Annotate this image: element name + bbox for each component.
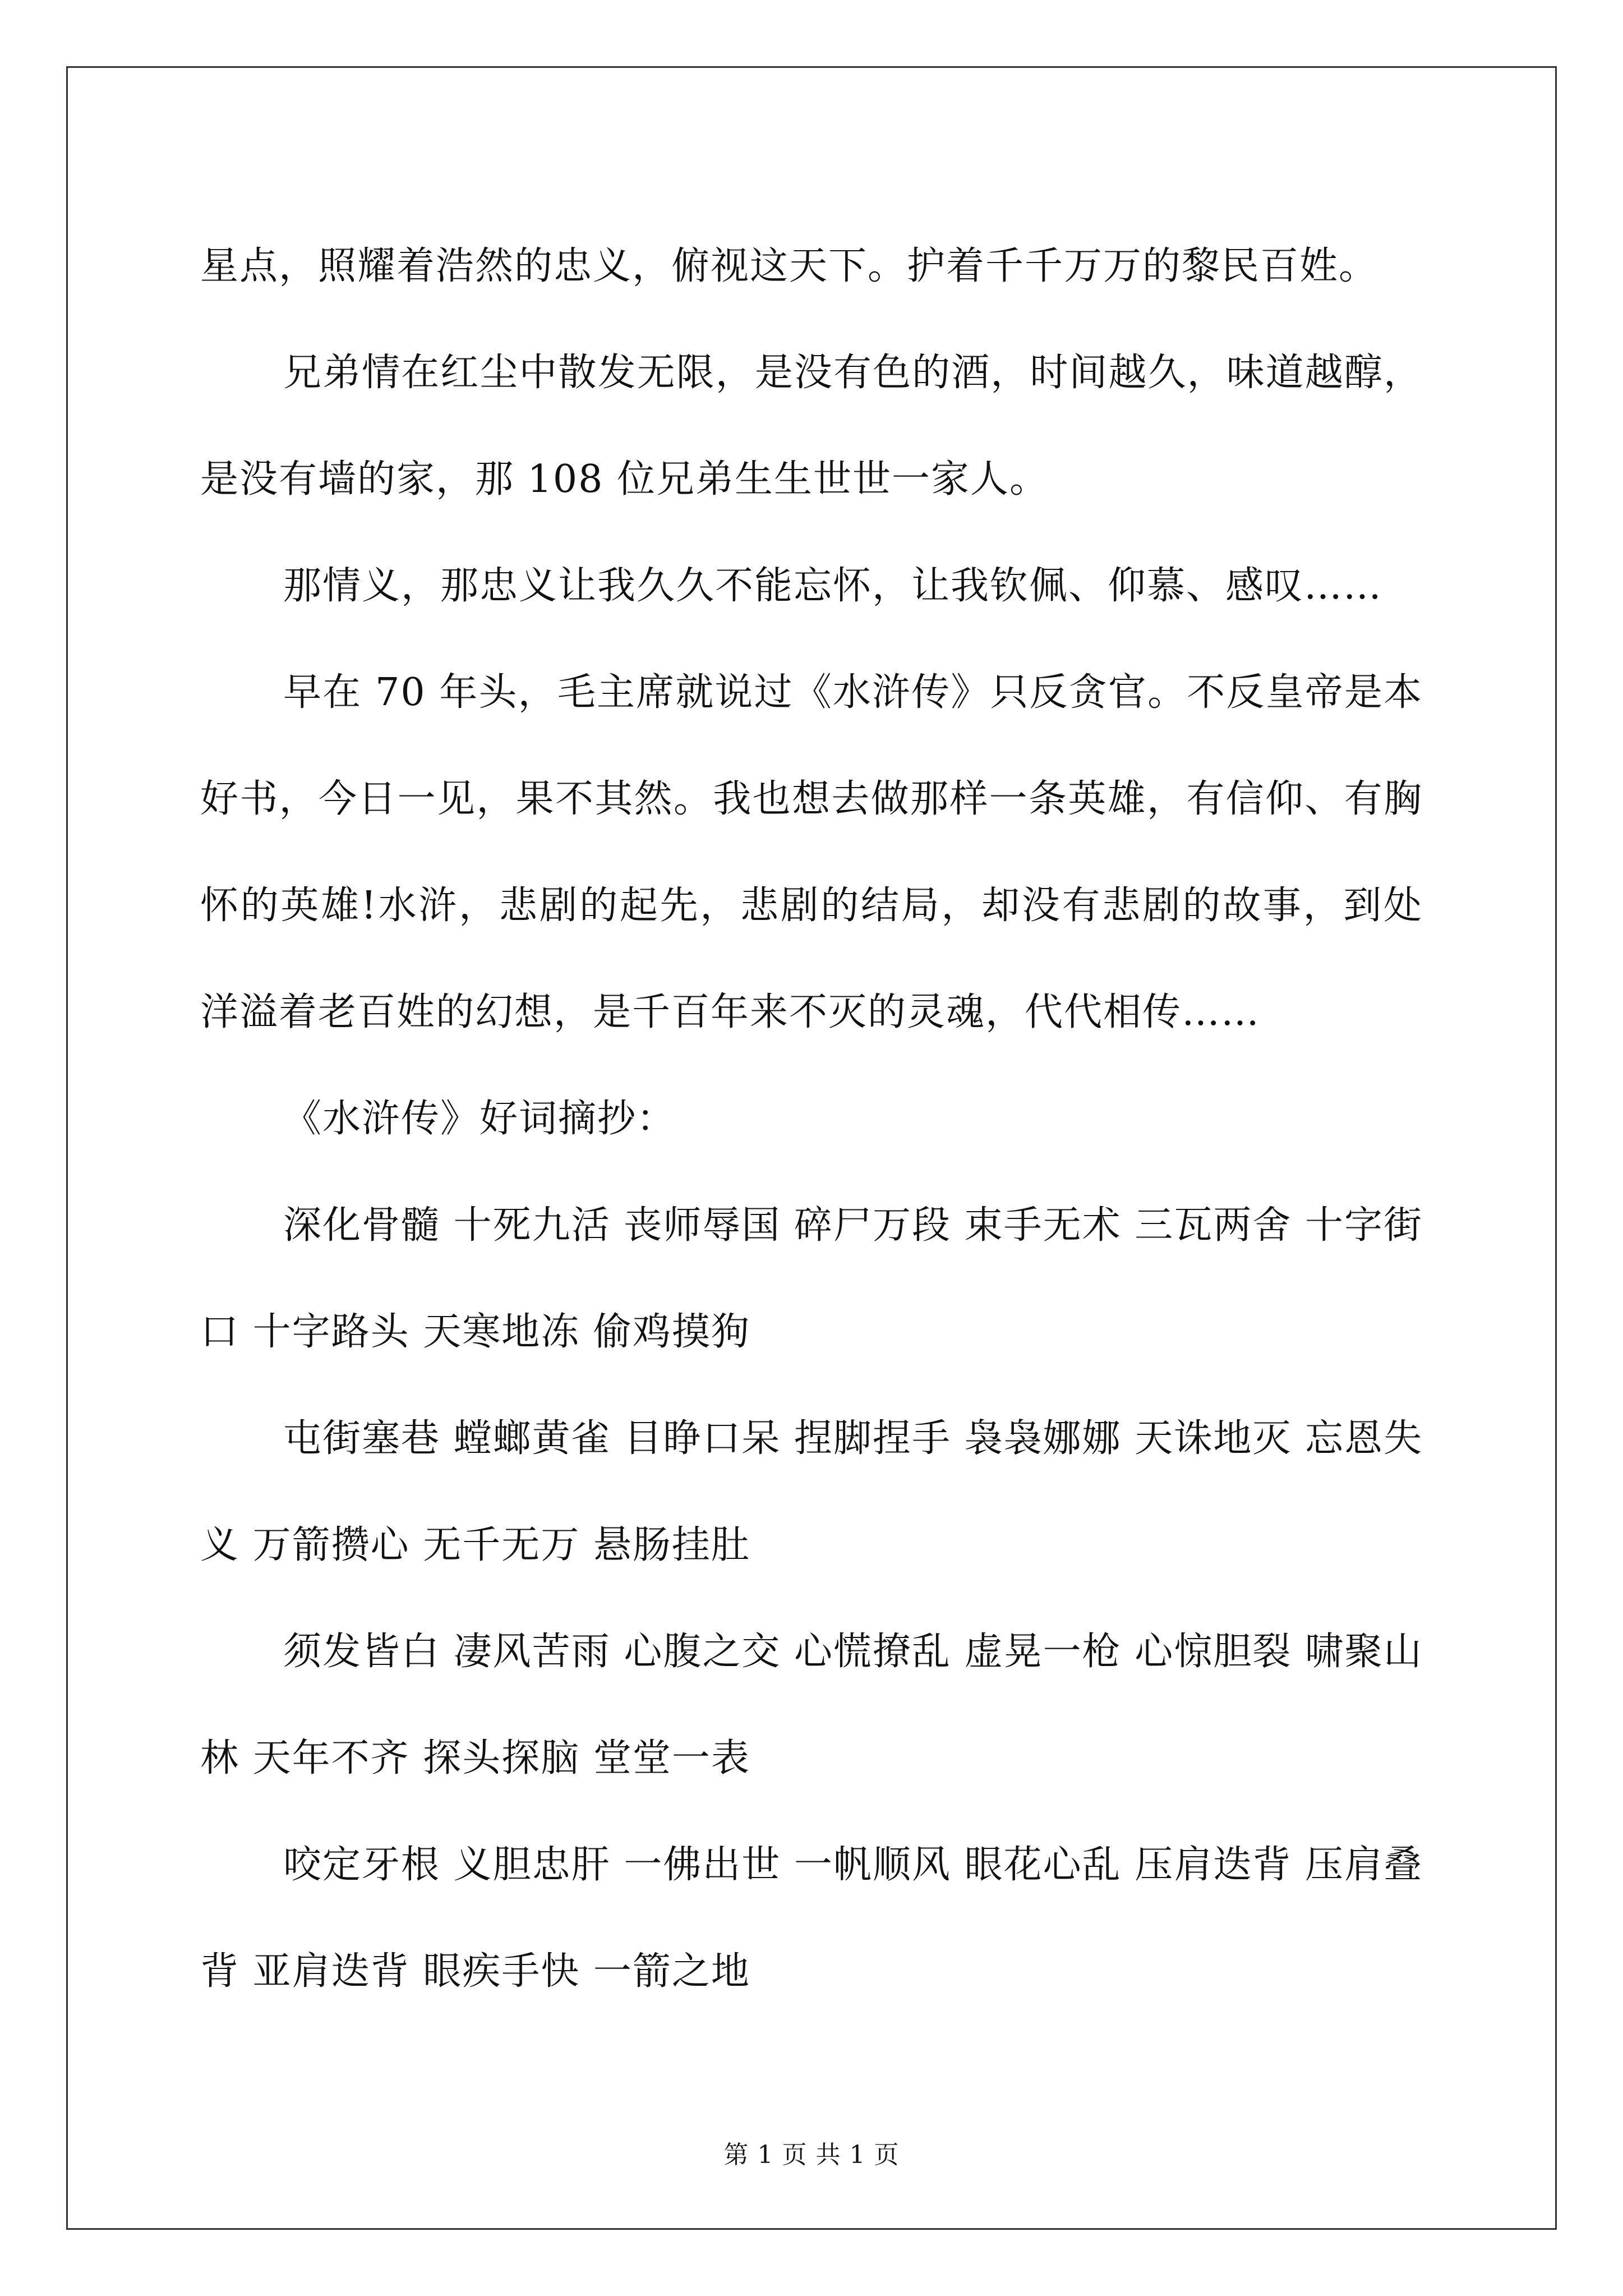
paragraph-4: 早在 70 年头，毛主席就说过《水浒传》只反贪官。不反皇帝是本好书，今日一见，果不其然。我也想去做那样一条英雄，有信仰、有胸怀的英雄!水浒，悲剧的起先，悲剧的结局，却没有悲剧的故事，到处洋溢着老百姓的幻想，是千百年来不灭的灵魂，代代相传…… — [200, 670, 1423, 1034]
paragraph-9-word-list: 咬定牙根 义胆忠肝 一佛出世 一帆顺风 眼花心乱 压肩迭背 压肩叠背 亚肩迭背 眼疾手快 一箭之地 — [200, 1843, 1423, 1994]
page-footer: 第 1 页 共 1 页 — [723, 2141, 900, 2169]
paragraph-5-heading: 《水浒传》好词摘抄： — [283, 1097, 676, 1141]
document-body — [200, 213, 1423, 2025]
paragraph-3: 那情义，那忠义让我久久不能忘怀，让我钦佩、仰慕、感叹…… — [283, 564, 1383, 608]
paragraph-7-word-list: 屯街塞巷 螳螂黄雀 目睁口呆 捏脚捏手 袅袅娜娜 天诛地灭 忘恩失义 万箭攒心 无千无万 悬肠挂肚 — [200, 1416, 1423, 1567]
paragraph-6-word-list: 深化骨髓 十死九活 丧师辱国 碎尸万段 束手无术 三瓦两舍 十字街口 十字路头 天寒地冻 偷鸡摸狗 — [200, 1203, 1423, 1354]
paragraph-1: 星点，照耀着浩然的忠义，俯视这天下。护着千千万万的黎民百姓。 — [200, 244, 1378, 288]
paragraph-8-word-list: 须发皆白 凄风苦雨 心腹之交 心慌撩乱 虚晃一枪 心惊胆裂 啸聚山林 天年不齐 探头探脑 堂堂一表 — [200, 1630, 1423, 1780]
paragraph-2: 兄弟情在红尘中散发无限，是没有色的酒，时间越久，味道越醇，是没有墙的家，那 108 位兄弟生生世世一家人。 — [200, 351, 1423, 501]
